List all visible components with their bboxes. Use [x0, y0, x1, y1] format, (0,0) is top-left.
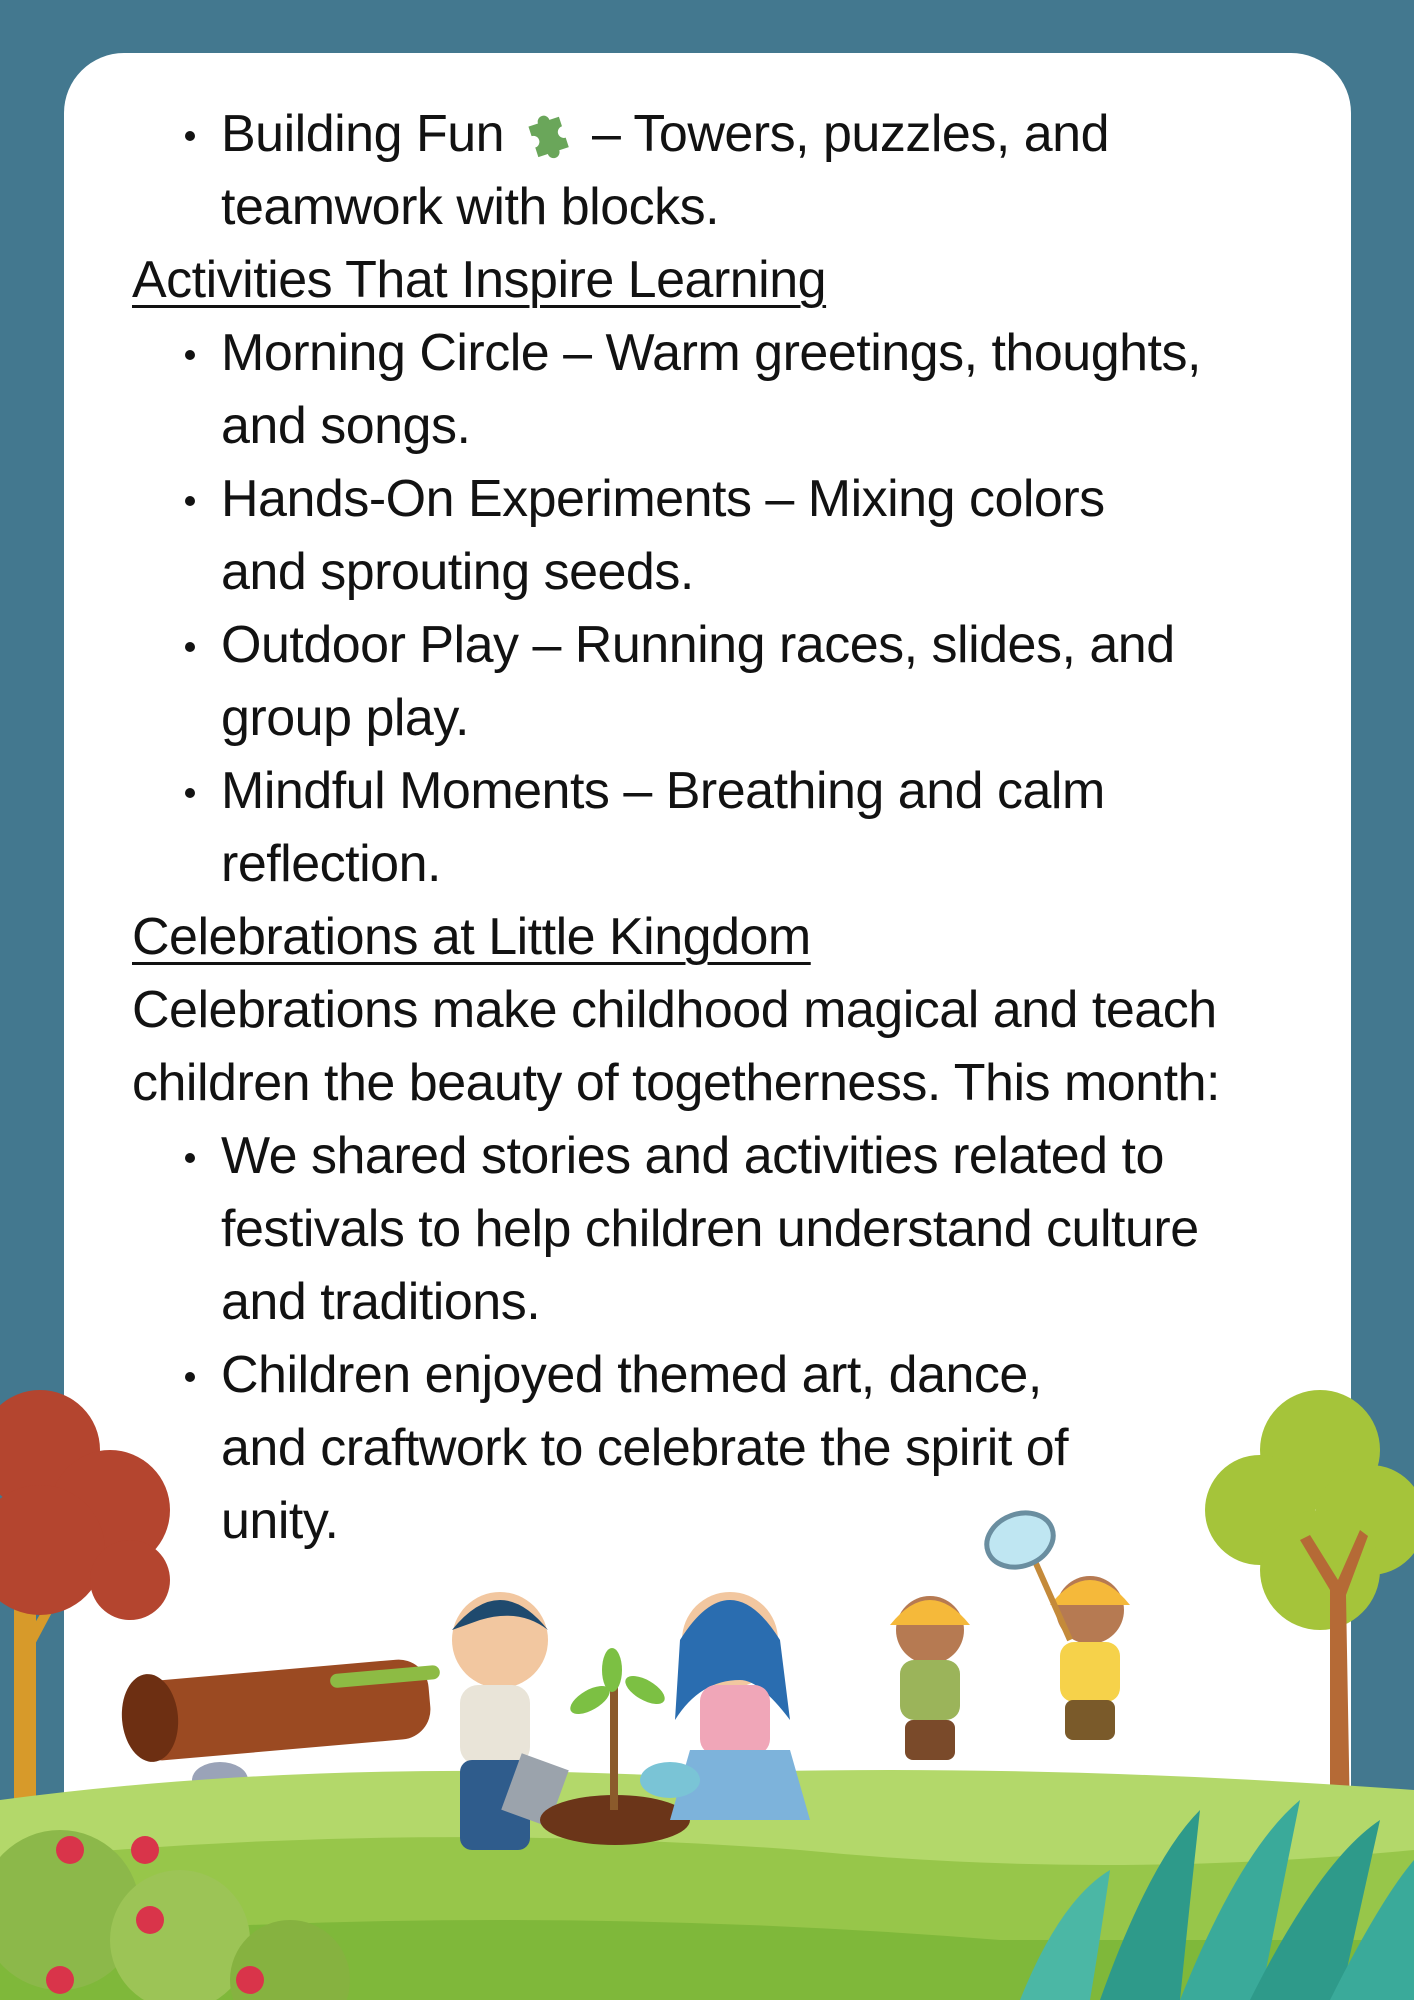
list-item: Hands-On Experiments – Mixing colors and sprouting seeds. [221, 463, 1121, 609]
child-with-net-illustration [979, 1504, 1130, 1740]
list-item-building-fun [221, 98, 1121, 244]
child-watering-illustration [640, 1592, 810, 1820]
green-tree-illustration [1205, 1390, 1414, 1820]
celebrations-paragraph: Celebrations make childhood magical and teach children the beauty of togetherness. This month: [132, 981, 1220, 1112]
puzzle-piece-icon [522, 107, 574, 159]
garden-illustration [0, 1380, 1414, 2000]
intro-list [132, 98, 1312, 244]
document-body [132, 98, 1312, 1558]
activities-list [132, 317, 1312, 901]
list-item: Morning Circle – Warm greetings, thoughts, and songs. [221, 317, 1281, 463]
list-item-text: – Towers, puzzles, and teamwork with blocks. [221, 105, 1109, 236]
section-heading-activities: Activities That Inspire Learning [132, 251, 827, 309]
child-with-hat-illustration [890, 1596, 970, 1760]
list-item: Mindful Moments – Breathing and calm reflection. [221, 755, 1121, 901]
list-item: We shared stories and activities related to festivals to help children understand culture and traditions. [221, 1120, 1281, 1339]
list-item: Children enjoyed themed art, dance, and craftwork to celebrate the spirit of unity. [221, 1339, 1121, 1558]
list-item-text: Building Fun [221, 105, 505, 163]
section-heading-celebrations: Celebrations at Little Kingdom [132, 908, 811, 966]
list-item: Outdoor Play – Running races, slides, and group play. [221, 609, 1261, 755]
plant-sapling-illustration [540, 1648, 690, 1845]
